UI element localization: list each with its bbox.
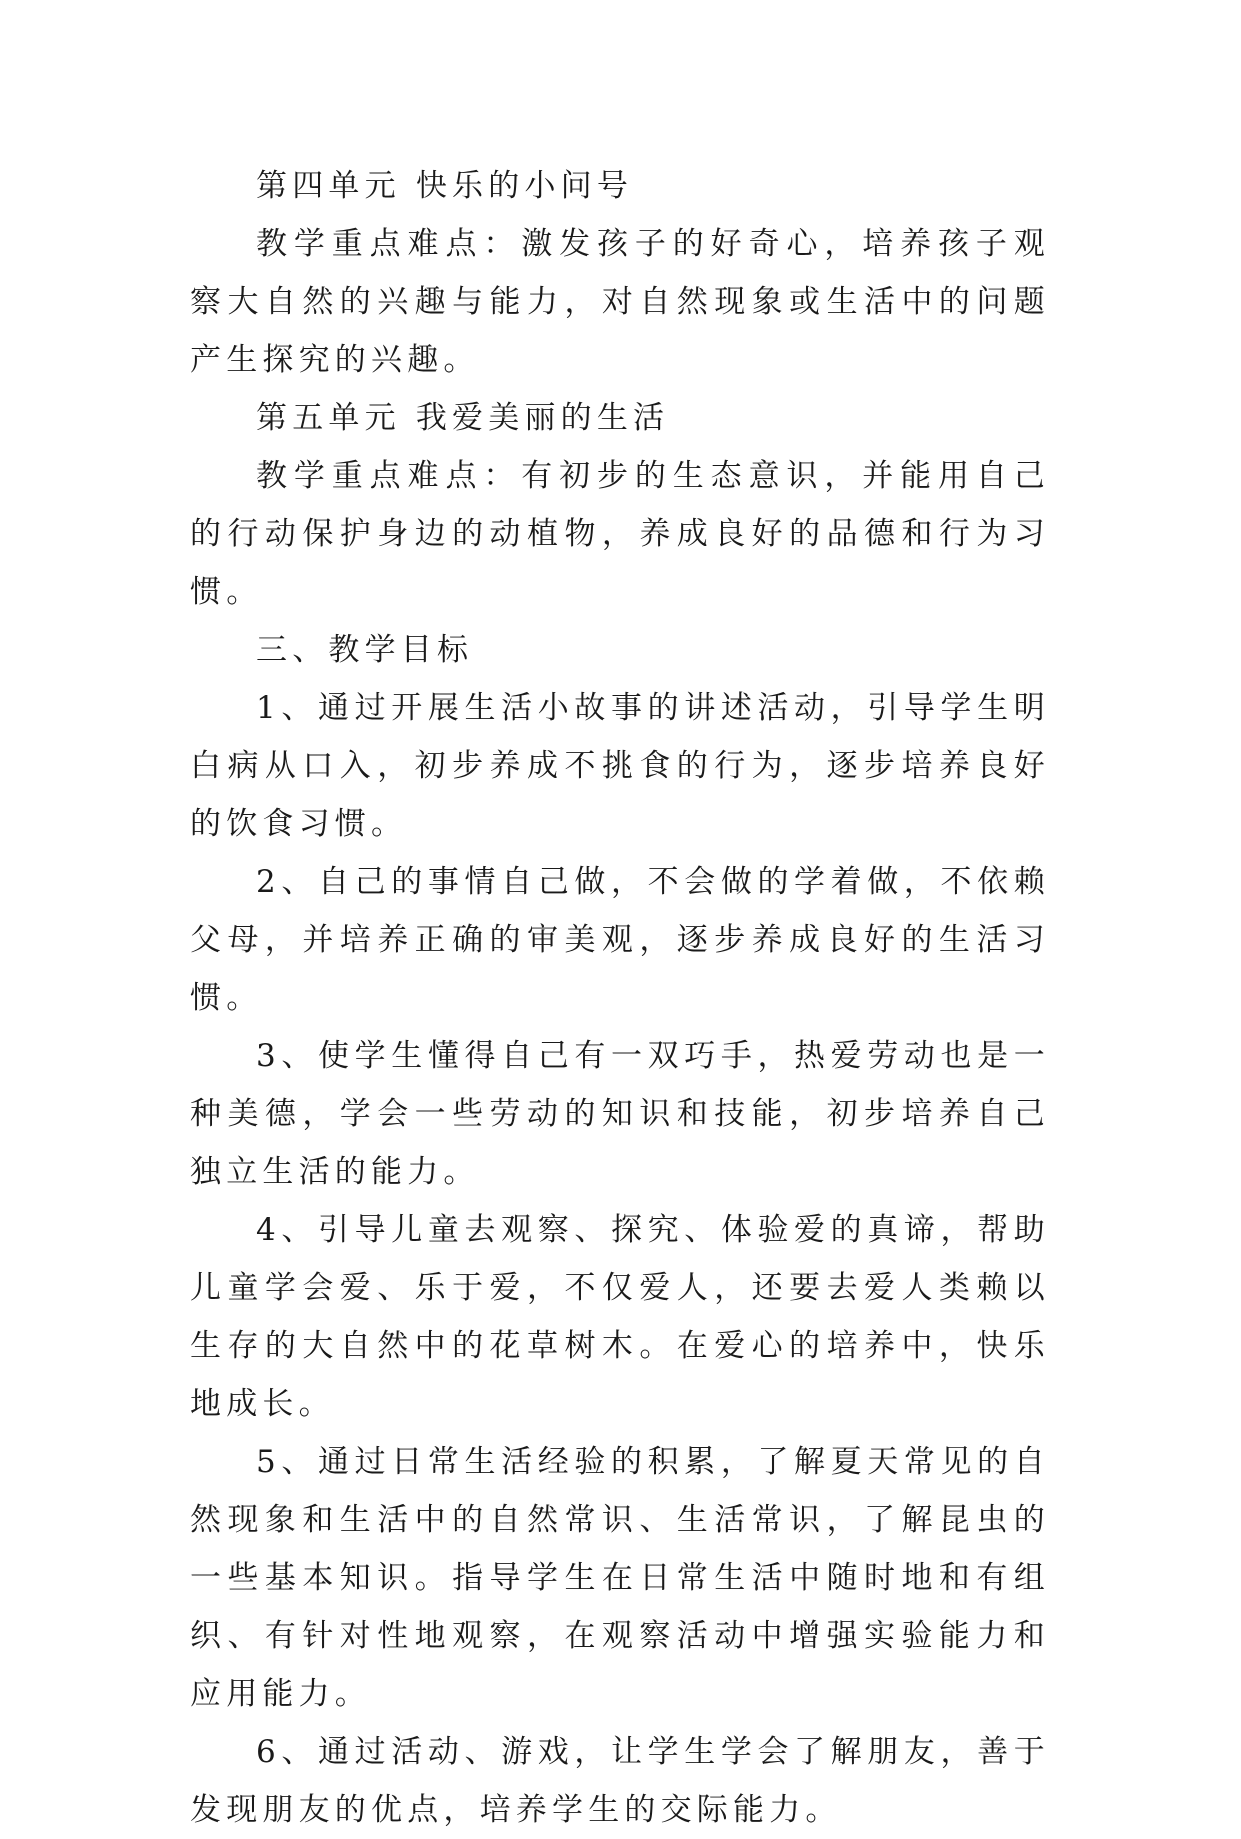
goal-item-2: 2、自己的事情自己做，不会做的学着做，不依赖父母，并培养正确的审美观，逐步养成良好的生活习惯。 (190, 864, 1050, 1016)
teaching-goals-heading: 三、教学目标 (256, 632, 474, 668)
unit-four-key-points: 教学重点难点：激发孩子的好奇心，培养孩子观察大自然的兴趣与能力，对自然现象或生活中的问题产生探究的兴趣。 (190, 226, 1050, 378)
unit-five-heading: 第五单元 我爱美丽的生活 (256, 400, 670, 436)
unit-four-heading: 第四单元 快乐的小问号 (256, 168, 634, 204)
goal-item-6: 6、通过活动、游戏，让学生学会了解朋友，善于发现朋友的优点，培养学生的交际能力。 (190, 1734, 1050, 1828)
goal-item-1: 1、通过开展生活小故事的讲述活动，引导学生明白病从口入，初步养成不挑食的行为，逐步培养良好的饮食习惯。 (190, 690, 1050, 842)
unit-five-key-points: 教学重点难点：有初步的生态意识，并能用自己的行动保护身边的动植物，养成良好的品德和行为习惯。 (190, 458, 1050, 610)
goal-item-3: 3、使学生懂得自己有一双巧手，热爱劳动也是一种美德，学会一些劳动的知识和技能，初步培养自己独立生活的能力。 (190, 1038, 1050, 1190)
document-body (190, 157, 1050, 1839)
goal-item-5: 5、通过日常生活经验的积累，了解夏天常见的自然现象和生活中的自然常识、生活常识，了解昆虫的一些基本知识。指导学生在日常生活中随时地和有组织、有针对性地观察，在观察活动中增强实验能力和应用能力。 (190, 1444, 1050, 1712)
goal-item-4: 4、引导儿童去观察、探究、体验爱的真谛，帮助儿童学会爱、乐于爱，不仅爱人，还要去爱人类赖以生存的大自然中的花草树木。在爱心的培养中，快乐地成长。 (190, 1212, 1050, 1422)
